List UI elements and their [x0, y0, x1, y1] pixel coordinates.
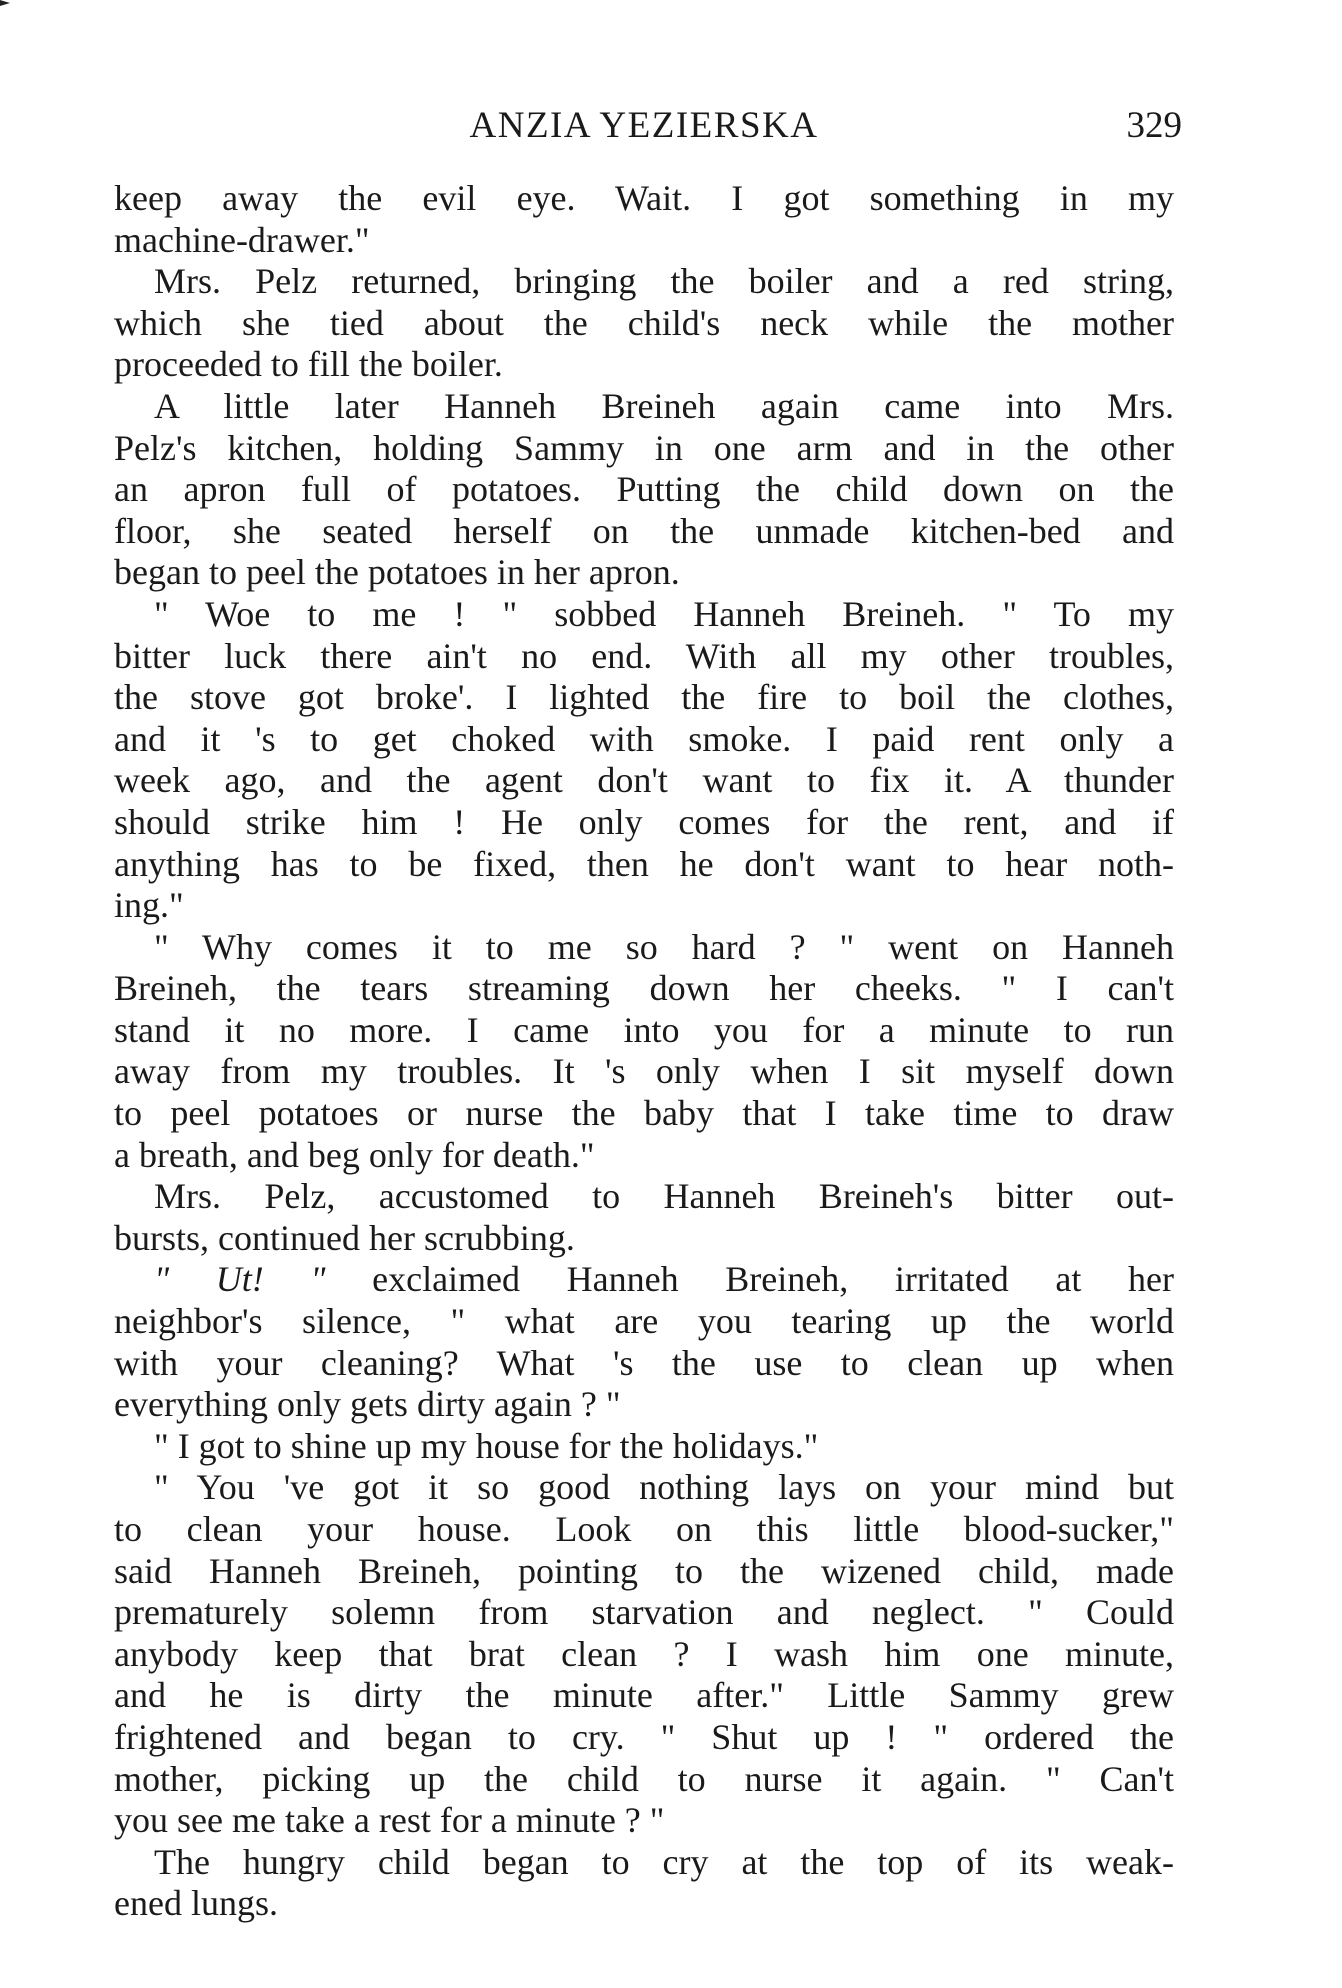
text-line: bitter luck there ain't no end. With all my other troubles, [114, 635, 1174, 676]
text-line: a breath, and beg only for death." [114, 1134, 595, 1175]
text-line: which she tied about the child's neck while the mother [114, 302, 1174, 343]
text-line: you see me take a rest for a minute ? " [114, 1800, 665, 1841]
text-line: Mrs. Pelz, accustomed to Hanneh Breineh's bitter out- [154, 1176, 1174, 1217]
text-line: week ago, and the agent don't want to fix it. A thunder [114, 760, 1174, 801]
text-line: Pelz's kitchen, holding Sammy in one arm and in the other [114, 427, 1174, 468]
text-line: " Why comes it to me so hard ? " went on Hanneh [154, 926, 1174, 967]
text-line: should strike him ! He only comes for the rent, and if [114, 801, 1174, 842]
text-line: to clean your house. Look on this little blood-sucker," [114, 1509, 1174, 1549]
page-number: 329 [1126, 105, 1182, 146]
text-line: anybody keep that brat clean ? I wash him one minute, [114, 1633, 1174, 1674]
text-line: ened lungs. [114, 1883, 278, 1924]
text-line: and it 's to get choked with smoke. I paid rent only a [114, 718, 1174, 759]
text-line: floor, she seated herself on the unmade kitchen-bed and [114, 510, 1174, 551]
text-line: The hungry child began to cry at the top of its weak- [154, 1841, 1174, 1882]
text-line: to peel potatoes or nurse the baby that I take time to draw [114, 1093, 1174, 1134]
text-line: said Hanneh Breineh, pointing to the wizened child, made [114, 1550, 1174, 1591]
text-line: A little later Hanneh Breineh again came into Mrs. [154, 385, 1174, 426]
running-title: ANZIA YEZIERSKA [469, 105, 819, 146]
running-head [114, 100, 1182, 152]
text-line [114, 1259, 1174, 1301]
text-line: frightened and began to cry. " Shut up ! " ordered the [114, 1716, 1174, 1757]
text-line: and he is dirty the minute after." Little Sammy grew [114, 1675, 1174, 1716]
text-line: proceeded to fill the boiler. [114, 344, 503, 385]
italic-exclamation: " Ut! " [154, 1259, 326, 1300]
text-line: an apron full of potatoes. Putting the child down on the [114, 469, 1174, 510]
text-line: keep away the evil eye. Wait. I got something in my [114, 178, 1174, 218]
line-remainder: exclaimed Hanneh Breineh, irritated at her [325, 1259, 1174, 1300]
text-line: the stove got broke'. I lighted the fire to boil the clothes, [114, 677, 1174, 718]
text-line: Mrs. Pelz returned, bringing the boiler and a red string, [154, 261, 1174, 302]
text-line: with your cleaning? What 's the use to clean up when [114, 1342, 1174, 1383]
text-line: ing." [114, 885, 184, 926]
text-line: prematurely solemn from starvation and neglect. " Could [114, 1592, 1174, 1633]
text-line: anything has to be fixed, then he don't want to hear noth- [114, 843, 1174, 884]
body-text [114, 178, 1174, 1925]
text-line: bursts, continued her scrubbing. [114, 1217, 575, 1258]
text-line: began to peel the potatoes in her apron. [114, 552, 680, 593]
text-line: " I got to shine up my house for the holidays." [154, 1425, 819, 1466]
text-line: " Woe to me ! " sobbed Hanneh Breineh. " To my [154, 593, 1174, 634]
text-line: everything only gets dirty again ? " [114, 1384, 621, 1425]
text-line: stand it no more. I came into you for a minute to run [114, 1009, 1174, 1050]
text-line: Breineh, the tears streaming down her cheeks. " I can't [114, 968, 1174, 1009]
text-line: " You 've got it so good nothing lays on your mind but [154, 1467, 1174, 1508]
text-line: mother, picking up the child to nurse it again. " Can't [114, 1758, 1174, 1799]
text-line: neighbor's silence, " what are you tearing up the world [114, 1301, 1174, 1342]
corner-mark [0, 0, 10, 6]
text-line: machine-drawer." [114, 219, 370, 260]
text-line: away from my troubles. It 's only when I sit myself down [114, 1051, 1174, 1092]
